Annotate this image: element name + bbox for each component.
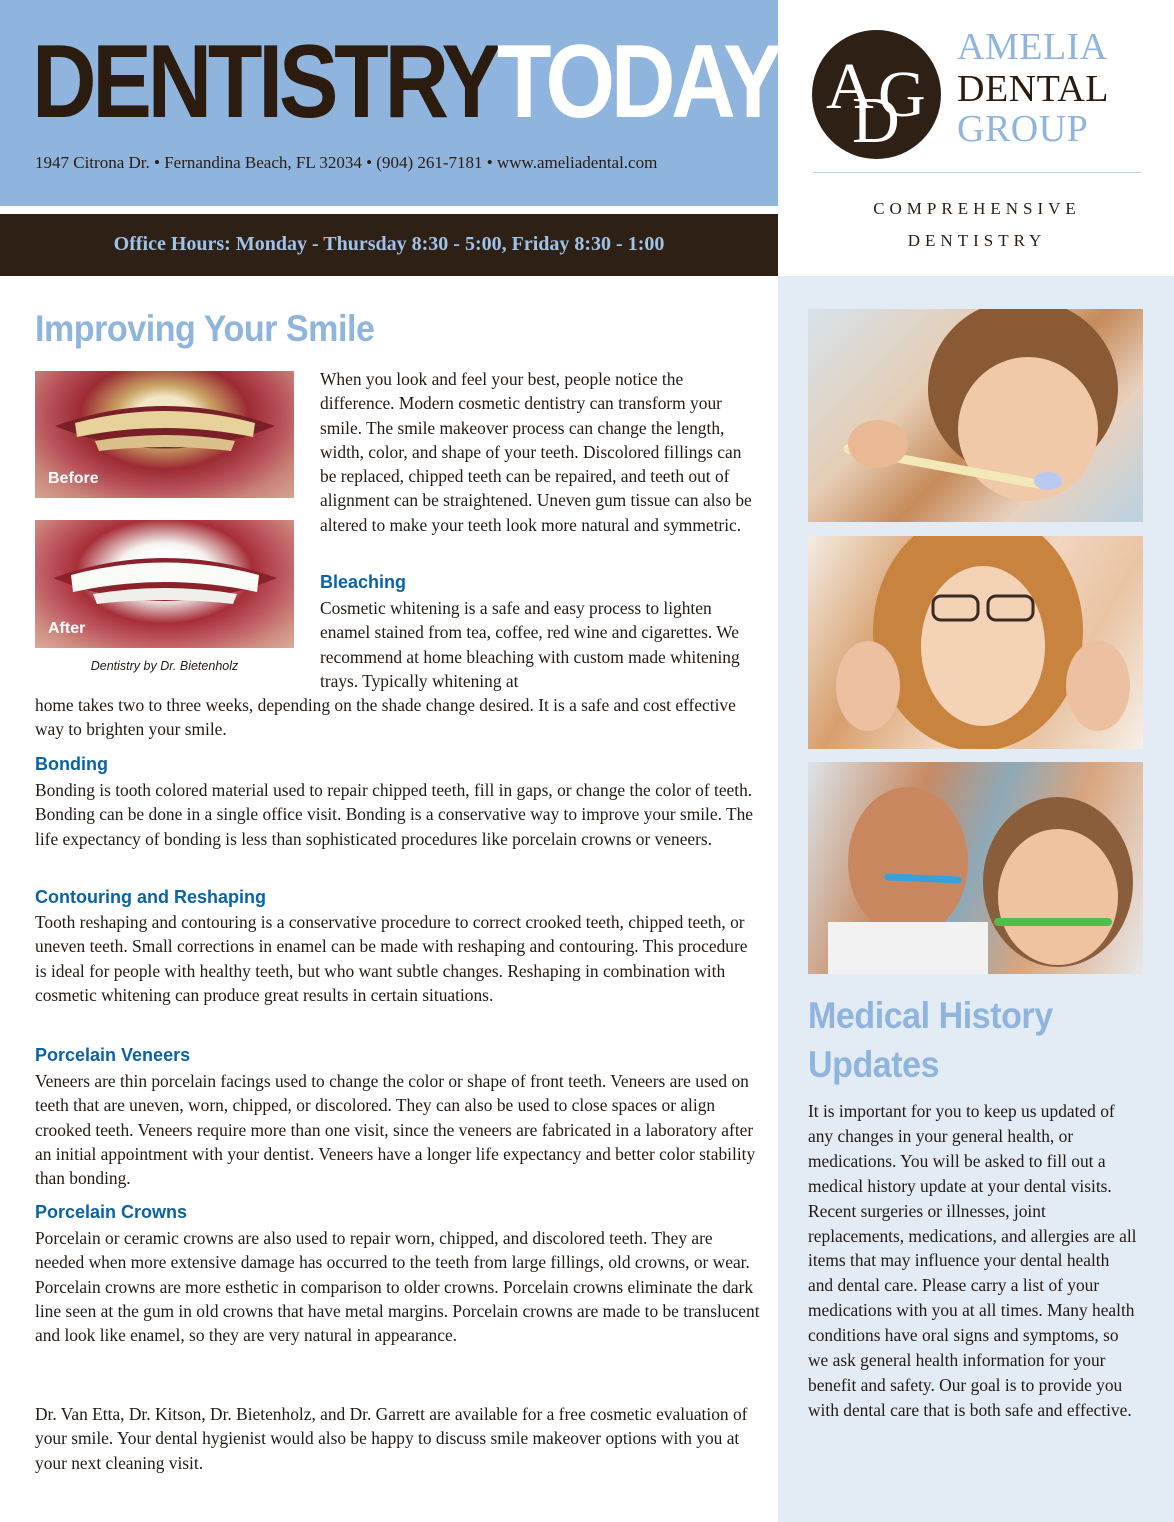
woman-flossing-illustration xyxy=(808,536,1143,749)
tagline-comprehensive: COMPREHENSIVE xyxy=(873,199,1081,218)
after-label: After xyxy=(48,620,86,637)
contouring-heading: Contouring and Reshaping xyxy=(35,887,266,907)
child-brushing-illustration xyxy=(808,309,1143,522)
tagline-dentistry: DENTISTRY xyxy=(907,231,1047,250)
logo-line-amelia: AMELIA xyxy=(957,26,1108,68)
office-hours: Office Hours: Monday - Thursday 8:30 - 5:00, Friday 8:30 - 1:00 xyxy=(113,233,665,255)
monogram-letter-d: D xyxy=(852,84,900,157)
before-label: Before xyxy=(48,470,99,487)
monogram-letter-g: G xyxy=(878,58,926,131)
logo-line-group: GROUP xyxy=(957,108,1089,150)
logo-line-dental: DENTAL xyxy=(957,68,1109,110)
office-hours-bar xyxy=(0,214,778,276)
contouring-text: Tooth reshaping and contouring is a conservative procedure to correct crooked teeth, chipped teeth, or uneven teeth. Small corrections in enamel can be made with reshaping and contouring. This procedure is ideal for people with healthy teeth, but who want subtle changes. Reshaping in combination with cosmetic whitening can produce great results in certain situations. xyxy=(35,912,748,1005)
woman-flossing-photo xyxy=(808,536,1143,749)
father-son-brushing-photo xyxy=(808,762,1143,974)
photo-credit: Dentistry by Dr. Bietenholz xyxy=(90,659,239,673)
title-dentistry: DENTISTRY xyxy=(32,24,497,140)
veneers-heading: Porcelain Veneers xyxy=(35,1045,191,1065)
after-teeth-photo xyxy=(35,520,294,648)
crowns-text: Porcelain or ceramic crowns are also used to repair worn, chipped, and discolored teeth. They are needed when more extensive damage has occurred to the teeth from large fillings, old crowns, or wear. Porcelain crowns are more esthetic in comparison to older crowns. Porcelain crowns eliminate the dark line seen at the gum in old crowns that have metal margins. Porcelain crowns are made to be translucent and look like enamel, so they are very natural in appearance. xyxy=(35,1228,760,1346)
monogram-letter-a: A xyxy=(826,50,874,123)
practice-logo xyxy=(812,26,1142,160)
intro-paragraph: When you look and feel your best, people notice the difference. Modern cosmetic dentistry can transform your smile. The smile makeover process can change the length, width, color, and shape of your teeth. Discolored fillings can be replaced, chipped teeth can be repaired, and teeth out of alignment can be straightened. Uneven gum tissue can also be altered to make your teeth look more natural and symmetric. xyxy=(320,369,752,535)
before-teeth-photo xyxy=(35,371,294,498)
bleaching-text: Cosmetic whitening is a safe and easy process to lighten enamel stained from tea, coffee, red wine and cigarettes. We recommend at home bleaching with custom made whitening trays. Typically whitening at xyxy=(320,598,740,691)
father-son-illustration xyxy=(808,762,1143,974)
veneers-text: Veneers are thin porcelain facings used to change the color or shape of front teeth. Veneers are used on teeth that are uneven, worn, chipped, or discolored. They can also be used to close spaces or align crooked teeth. Veneers require more than one visit, since the veneers are fabricated in a laboratory after an initial appointment with your dentist. Veneers have a longer life expectancy and better color stability than bonding. xyxy=(35,1071,756,1189)
bleaching-text-continued: home takes two to three weeks, depending on the shade change desired. It is a safe and cost effective way to brighten your smile. xyxy=(35,695,736,740)
newsletter-title xyxy=(32,24,779,140)
bonding-heading: Bonding xyxy=(35,754,108,774)
logo-monogram xyxy=(812,30,941,159)
logo-divider xyxy=(813,172,1141,173)
bonding-text: Bonding is tooth colored material used to repair chipped teeth, fill in gaps, or change the color of teeth. Bonding can be done in a single office visit. Bonding is a conservative way to improve your smile. The life expectancy of bonding is less than sophisticated procedures like porcelain crowns or veneers. xyxy=(35,780,754,849)
child-brushing-photo xyxy=(808,309,1143,522)
title-today: TODAY xyxy=(496,24,779,140)
practice-address: 1947 Citrona Dr. • Fernandina Beach, FL 32034 • (904) 261-7181 • www.ameliadental.com xyxy=(35,153,658,172)
masthead xyxy=(0,0,778,206)
article-title: Improving Your Smile xyxy=(35,308,375,349)
bleaching-heading: Bleaching xyxy=(320,572,407,592)
sidebar-text: It is important for you to keep us updated of any changes in your general health, or medications. You will be asked to fill out a medical history update at your dental visits. Recent surgeries or illnesses, joint replacements, medications, and allergies are all items that may influence your dental health and dental care. Please carry a list of your medications with you at all times. Many health conditions have oral signs and symptoms, so we ask general health information for your benefit and safety. Our goal is to provide you with dental care that is both safe and effective. xyxy=(808,1101,1137,1420)
crowns-heading: Porcelain Crowns xyxy=(35,1202,188,1222)
sidebar-title: Medical History Updates xyxy=(808,995,1053,1085)
closing-paragraph: Dr. Van Etta, Dr. Kitson, Dr. Bietenholz, and Dr. Garrett are available for a free cosmetic evaluation of your smile. Your dental hygienist would also be happy to discuss smile makeover options with you at your next cleaning visit. xyxy=(35,1404,748,1473)
